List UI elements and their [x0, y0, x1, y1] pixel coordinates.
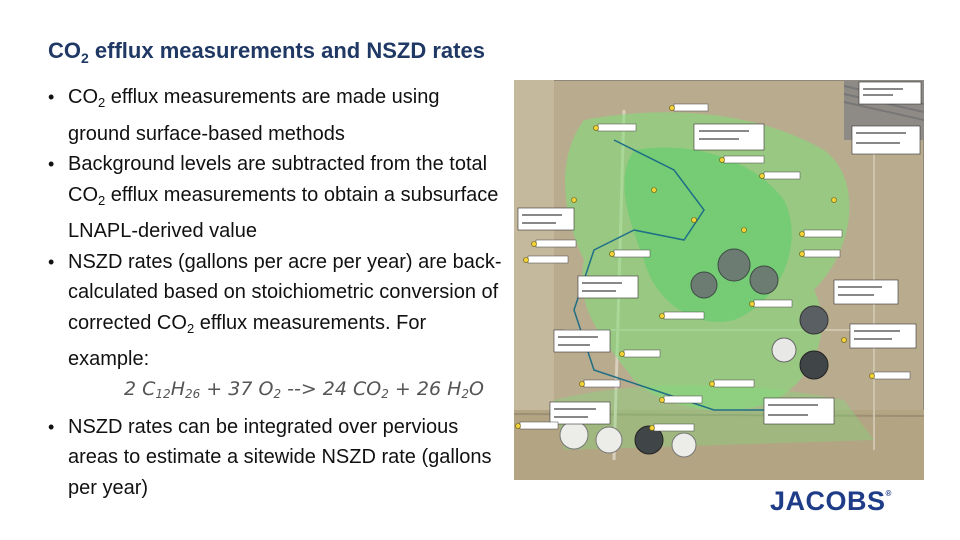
bullet-item: • $CO_2$ efflux measurements are made using ground surface-based methods	[46, 82, 506, 149]
site-aerial-map	[514, 80, 924, 480]
chemical-equation: 2 C12H26 + 37 O2 --> 24 CO2 + 26 H2O	[124, 377, 484, 401]
bullet-item: • Background levels are subtracted from the total $CO_2$ efflux measurements to obtain a subsurface LNAPL-derived value	[46, 149, 506, 247]
bullet-dot-icon: •	[48, 416, 55, 437]
jacobs-logo: JACOBS®	[770, 486, 892, 516]
aerial-map-image	[514, 80, 924, 480]
bullet-dot-icon: •	[48, 251, 55, 272]
bullet-dot-icon: •	[48, 87, 55, 107]
bullet-item: • NSZD rates can be integrated over pervious areas to estimate a sitewide NSZD rate (gallons per year)	[46, 412, 506, 504]
bullet-item: • NSZD rates (gallons per acre per year) are back-calculated based on stoichiometric conversion of corrected $CO_2$ efflux measurements. For example: 2 C12H26 + 37 O2 --> 24 CO2 + 26 H2O	[46, 247, 506, 407]
bullet-list	[46, 82, 506, 503]
slide-title: $CO_2$ efflux measurements and NSZD rates	[48, 38, 485, 66]
bullet-dot-icon: •	[48, 154, 55, 174]
